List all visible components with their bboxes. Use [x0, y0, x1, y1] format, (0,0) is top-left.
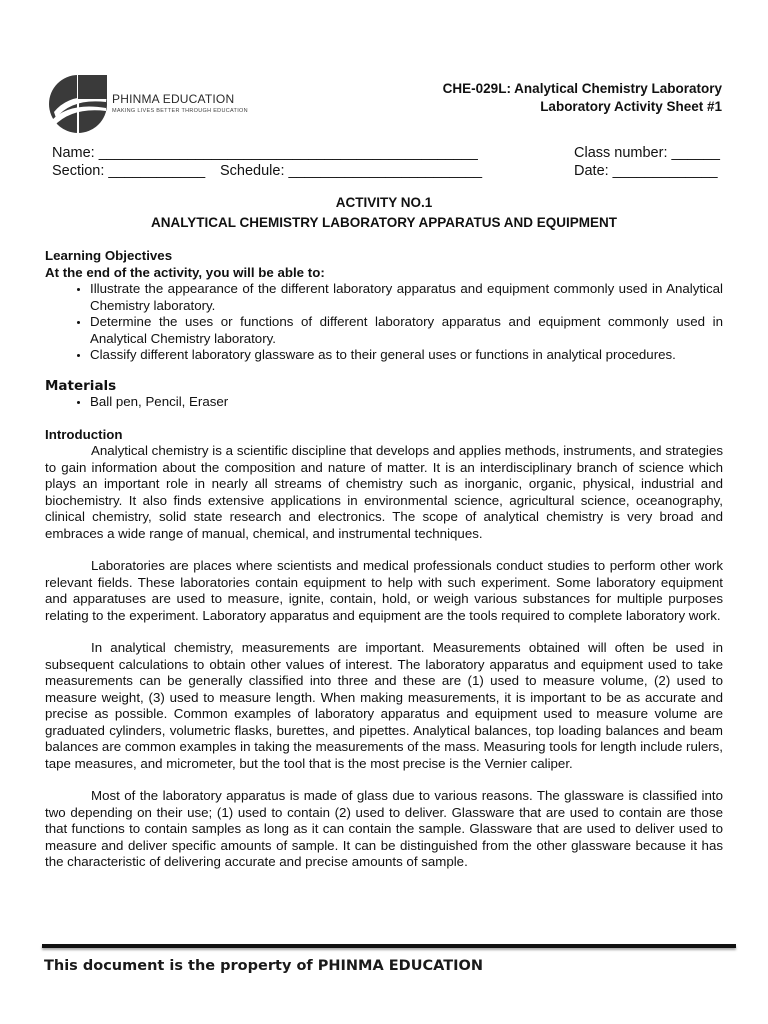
footer-notice: This document is the property of PHINMA EDUCATION	[44, 958, 483, 974]
date-field: Date: _____________	[574, 163, 718, 179]
materials-heading: Materials	[45, 377, 117, 394]
document-body	[45, 248, 723, 871]
objective-item: • Illustrate the appearance of the different laboratory apparatus and equipment commonly used in Analytical Chemistry laboratory.	[90, 281, 723, 314]
class-number-field: Class number: ______	[574, 145, 720, 161]
activity-number: ACTIVITY NO.1	[335, 195, 433, 210]
name-field: Name: _______________________________________________	[52, 145, 478, 161]
material-item: • Ball pen, Pencil, Eraser	[90, 394, 723, 411]
introduction-heading: Introduction	[45, 426, 123, 442]
intro-paragraph: Analytical chemistry is a scientific discipline that develops and applies methods, instruments, and strategies to gain information about the composition and nature of matter. It is an interdisciplinary branch of science which plays an important role in nearly all streams of chemistry such as inorganic, organic, physical, industrial and biochemistry. It also finds extensive applications in environmental science, agricultural science, oceanography, clinical chemistry, solid state research and electronics. The scope of analytical chemistry is very broad and embraces a wide range of manual, chemical, and instrumental techniques.	[45, 443, 723, 541]
schedule-field: Schedule: ________________________	[220, 163, 483, 179]
intro-paragraph: In analytical chemistry, measurements are important. Measurements obtained will often be used in subsequent calculations to obtain other values of interest. The laboratory apparatus and equipment used to take measurements can be generally classified into three and these are (1) used to measure volume, (2) used to measure weight, (3) used to measure length. When making measurements, it is important to be as accurate and precise as possible. Common examples of laboratory apparatus and equipment used to measure volume are graduated cylinders, volumetric flasks, burettes, and pipettes. Analytical balances, top loading balances and beam balances are common examples in taking the measurements of the mass. Measuring tools for length include rulers, tape measures, and micrometer, but the tool that is the most precise is the Vernier caliper.	[45, 640, 723, 771]
footer-divider	[42, 944, 736, 948]
intro-paragraph: Laboratories are places where scientists and medical professionals conduct studies to perform other work relevant fields. These laboratories contain equipment to help with such experiment. Some laboratory equipment and apparatuses are used to measure, ignite, contain, hold, or weigh various substances for multiple purposes relating to the experiment. Laboratory apparatus and equipment are the tools required to complete laboratory work.	[45, 558, 723, 623]
objective-item: • Classify different laboratory glassware as to their general uses or functions in analytical procedures.	[90, 347, 723, 364]
intro-paragraph: Most of the laboratory apparatus is made of glass due to various reasons. The glassware is classified into two depending on their use; (1) used to contain (2) used to deliver. Glassware that are used to contain are those that functions to contain samples as long as it can contain the sample. Glassware that are used to deliver used to measure and deliver specific amounts of sample. It can be distinguished from the other glassware because it has the characteristic of delivering accurate and precise amounts of sample.	[45, 788, 723, 869]
section-field: Section: ____________	[52, 163, 206, 179]
objectives-lead: At the end of the activity, you will be able to:	[45, 264, 325, 280]
phinma-logo	[48, 72, 248, 138]
student-info-fields	[52, 144, 728, 180]
materials-list	[45, 394, 723, 411]
course-title: CHE-029L: Analytical Chemistry Laboratory	[442, 81, 722, 96]
sheet-title: Laboratory Activity Sheet #1	[540, 99, 722, 114]
objectives-list	[45, 281, 723, 364]
objectives-heading: Learning Objectives	[45, 248, 173, 263]
activity-title: ANALYTICAL CHEMISTRY LABORATORY APPARATUS AND EQUIPMENT	[150, 215, 618, 230]
logo-tagline: MAKING LIVES BETTER THROUGH EDUCATION	[112, 108, 248, 114]
objective-item: • Determine the uses or functions of different laboratory apparatus and equipment commonly used in Analytical Chemistry laboratory.	[90, 314, 723, 347]
logo-emblem-icon	[48, 72, 110, 138]
document-header	[443, 80, 722, 116]
logo-wordmark: PHINMA EDUCATION	[112, 92, 235, 106]
